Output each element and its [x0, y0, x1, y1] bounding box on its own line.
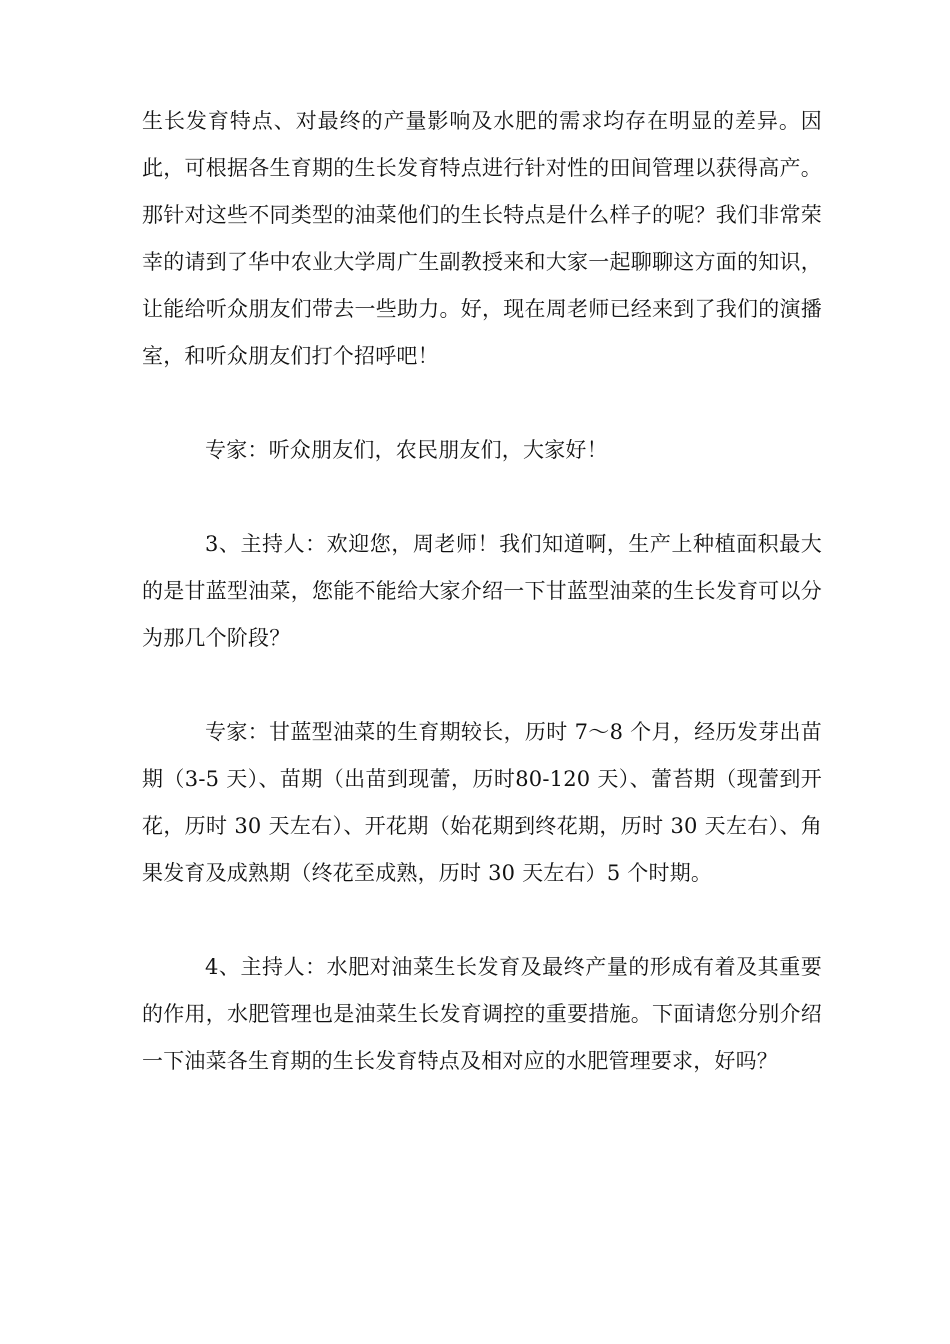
paragraph-spacer	[142, 662, 822, 709]
paragraph-intro: 生长发育特点、对最终的产量影响及水肥的需求均存在明显的差异。因此，可根据各生育期的生长发育特点进行针对性的田间管理以获得高产。那针对这些不同类型的油菜他们的生长特点是什么样子的呢？我们非常荣幸的请到了华中农业大学周广生副教授来和大家一起聊聊这方面的知识，让能给听众朋友们带去一些助力。好，现在周老师已经来到了我们的演播室，和听众朋友们打个招呼吧！	[142, 109, 822, 368]
paragraph-host-question-3: 3、主持人：欢迎您，周老师！我们知道啊，生产上种植面积最大的是甘蓝型油菜，您能不能给大家介绍一下甘蓝型油菜的生长发育可以分为那几个阶段？	[142, 532, 822, 650]
paragraph-spacer	[142, 897, 822, 944]
paragraph-spacer	[142, 474, 822, 521]
paragraph-expert-greeting: 专家：听众朋友们，农民朋友们，大家好！	[205, 438, 608, 462]
document-body	[142, 98, 822, 1085]
paragraph-expert-answer-stages: 专家：甘蓝型油菜的生育期较长，历时 7～8 个月，经历发芽出苗期（3-5 天）、苗期（出苗到现蕾，历时80-120 天）、蕾苔期（现蕾到开花，历时 30 天左右）、开花期（始花期到终花期，历时 30 天左右）、角果发育及成熟期（终花至成熟，历时 30 天左右）5 个时期。	[142, 720, 822, 885]
paragraph-spacer	[142, 380, 822, 427]
paragraph-host-question-4: 4、主持人：水肥对油菜生长发育及最终产量的形成有着及其重要的作用，水肥管理也是油菜生长发育调控的重要措施。下面请您分别介绍一下油菜各生育期的生长发育特点及相对应的水肥管理要求，好吗？	[142, 955, 822, 1073]
